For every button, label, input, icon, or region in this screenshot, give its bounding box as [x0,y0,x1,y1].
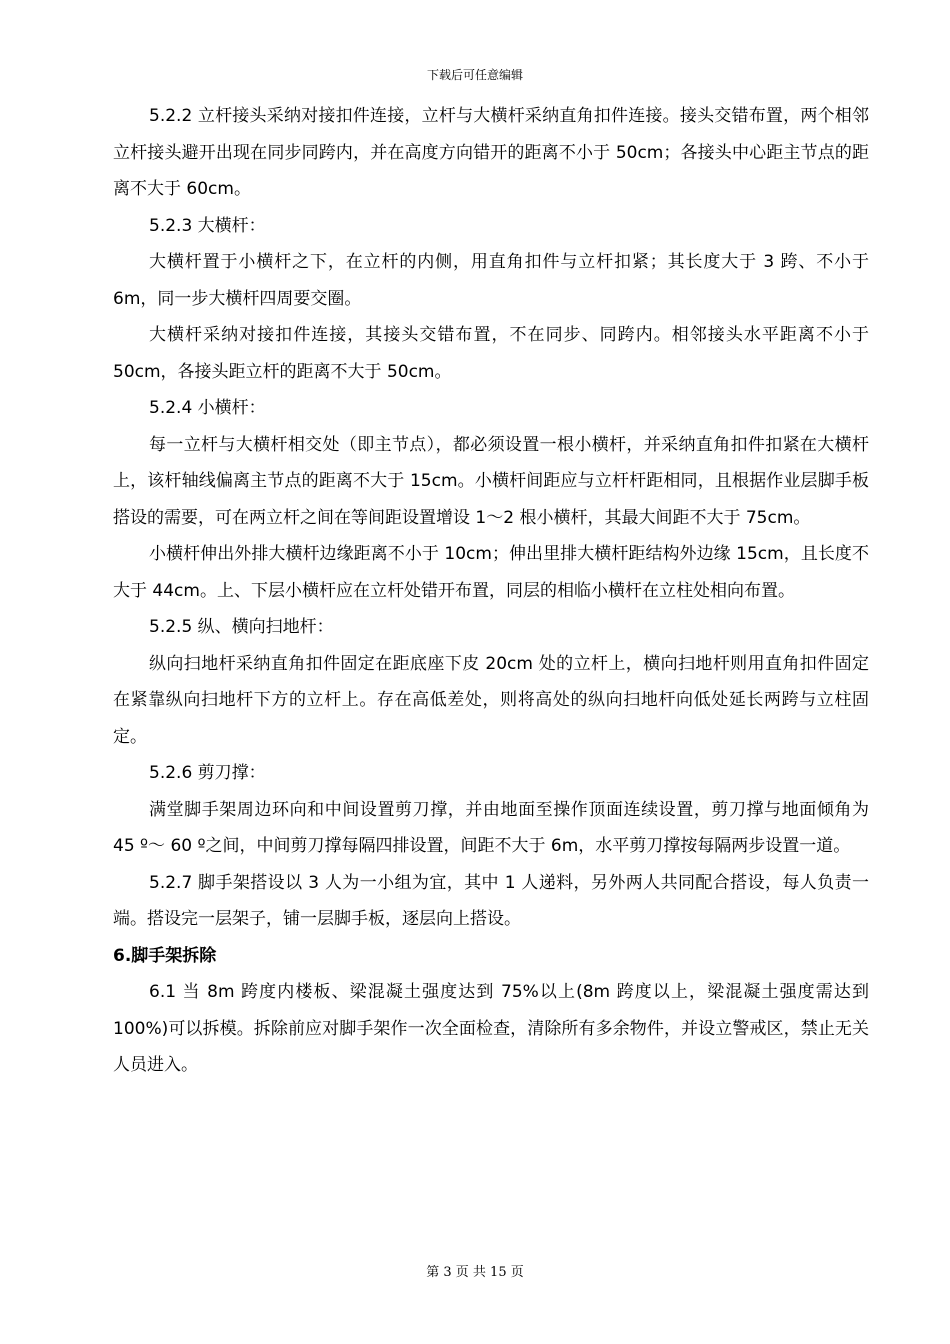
paragraph-large-crossbar-2: 大横杆采纳对接扣件连接，其接头交错布置，不在同步、同跨内。相邻接头水平距离不小于 50cm，各接头距立杆的距离不大于 50cm。 [113,325,869,382]
page-header: 下载后可任意编辑 [426,68,523,82]
section-heading-6: 6.脚手架拆除 [113,945,217,966]
heading-5-2-3: 5.2.3 大横杆： [149,215,266,236]
paragraph-6-1: 6.1 当 8m 跨度内楼板、梁混凝土强度达到 75%以上(8m 跨度以上，梁混凝土强度需达到 100%)可以拆模。拆除前应对脚手架作一次全面检查，清除所有多余物件，并设立警戒区，禁止无关人员进入。 [113,982,869,1075]
paragraph-sweep-bar: 纵向扫地杆采纳直角扣件固定在距底座下皮 20cm 处的立杆上，横向扫地杆则用直角扣件固定在紧靠纵向扫地杆下方的立杆上。存在高低差处，则将高处的纵向扫地杆向低处延长两跨与立柱固定。 [113,653,869,747]
heading-5-2-5: 5.2.5 纵、横向扫地杆： [149,617,334,637]
heading-5-2-6: 5.2.6 剪刀撑： [149,763,266,783]
paragraph-small-crossbar-1: 每一立杆与大横杆相交处（即主节点），都必须设置一根小横杆，并采纳直角扣件扣紧在大横杆上，该杆轴线偏离主节点的距离不大于 15cm。小横杆间距应与立杆杆距相同，且根据作业层脚手板搭设的需要，可在两立杆之间在等间距设置增设 1～2 根小横杆，其最大间距不大于 75cm。 [113,434,869,528]
page-footer: 第 3 页 共 15 页 [426,1265,524,1280]
paragraph-5-2-2: 5.2.2 立杆接头采纳对接扣件连接，立杆与大横杆采纳直角扣件连接。接头交错布置，两个相邻立杆接头避开出现在同步同跨内，并在高度方向错开的距离不小于 50cm；各接头中心距主节点的距离不大于 60cm。 [113,106,869,199]
heading-5-2-4: 5.2.4 小横杆： [149,398,266,418]
paragraph-small-crossbar-2: 小横杆伸出外排大横杆边缘距离不小于 10cm；伸出里排大横杆距结构外边缘 15cm，且长度不大于 44cm。上、下层小横杆应在立杆处错开布置，同层的相临小横杆在立柱处相向布置。 [113,544,869,601]
paragraph-5-2-7: 5.2.7 脚手架搭设以 3 人为一小组为宜，其中 1 人递料，另外两人共同配合搭设，每人负责一端。搭设完一层架子，铺一层脚手板，逐层向上搭设。 [113,872,869,929]
paragraph-large-crossbar-1: 大横杆置于小横杆之下，在立杆的内侧，用直角扣件与立杆扣紧；其长度大于 3 跨、不小于 6m，同一步大横杆四周要交圈。 [113,252,869,309]
paragraph-scissor-brace: 满堂脚手架周边环向和中间设置剪刀撑，并由地面至操作顶面连续设置，剪刀撑与地面倾角为 45 º～ 60 º之间，中间剪刀撑每隔四排设置，间距不大于 6m，水平剪刀撑按每隔两步设置一道。 [113,799,869,856]
document-body [113,98,869,1084]
